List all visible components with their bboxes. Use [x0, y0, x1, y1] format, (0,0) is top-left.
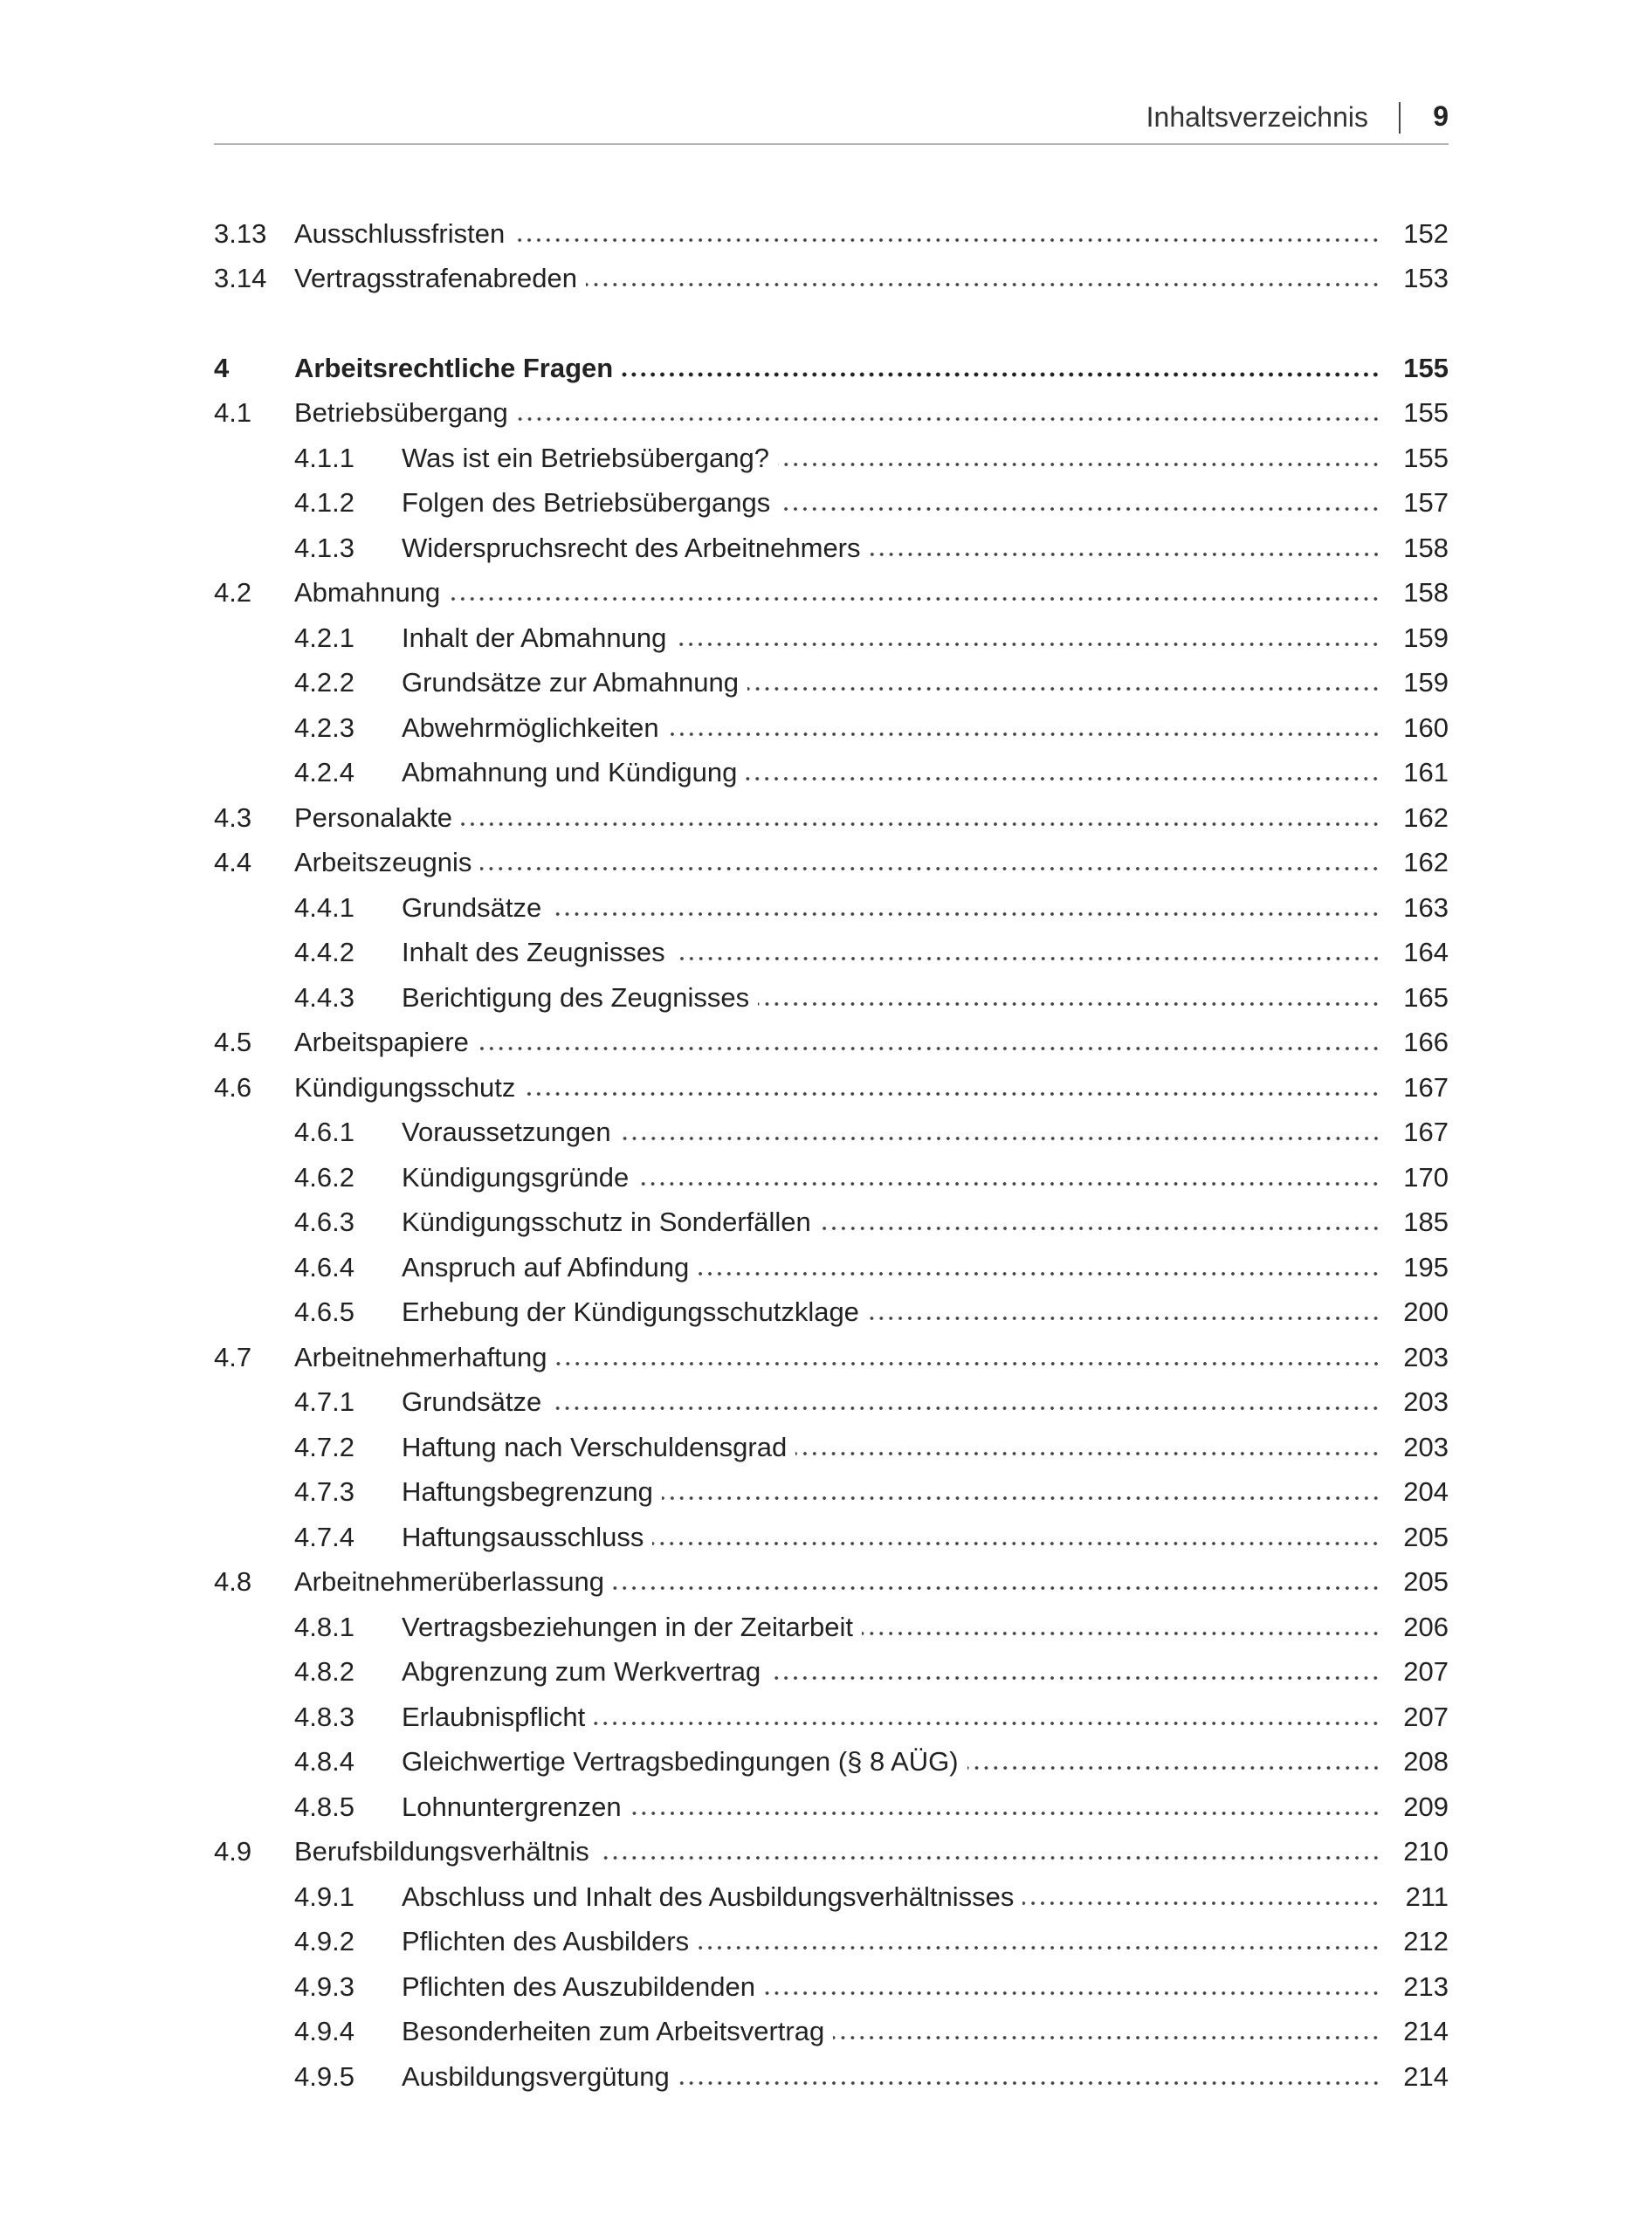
toc-entry[interactable] — [214, 1830, 1449, 1875]
toc-entry[interactable] — [214, 751, 1449, 796]
dot-leader — [594, 1721, 1380, 1726]
dot-leader — [550, 911, 1380, 917]
toc-entry-title: Abgrenzung zum Werkvertrag — [402, 1656, 761, 1688]
toc-entry-number: 4.7.2 — [294, 1431, 354, 1462]
toc-entry-page: 167 — [1403, 1071, 1449, 1103]
toc-entry[interactable] — [214, 1605, 1449, 1650]
toc-entry[interactable] — [214, 1021, 1449, 1066]
toc-entry-title: Personalakte — [294, 801, 452, 833]
toc-entry-number: 4.9.3 — [294, 1970, 354, 2002]
toc-entry-title: Kündigungsschutz in Sonderfällen — [402, 1207, 811, 1238]
dot-leader — [674, 956, 1380, 961]
toc-entry-page: 204 — [1403, 1476, 1449, 1508]
toc-entry-page: 203 — [1403, 1341, 1449, 1372]
toc-entry-number: 4.1 — [214, 397, 252, 429]
toc-entry[interactable] — [214, 481, 1449, 526]
toc-entry-title: Erhebung der Kündigungsschutzklage — [402, 1296, 859, 1328]
page-number: 9 — [1433, 100, 1449, 132]
toc-entry-page: 207 — [1403, 1656, 1449, 1688]
toc-entry-page: 210 — [1403, 1836, 1449, 1867]
toc-entry-number: 4.9.2 — [294, 1926, 354, 1957]
toc-entry[interactable] — [214, 1964, 1449, 2010]
dot-leader — [769, 1675, 1380, 1681]
toc-entry-title: Inhalt des Zeugnisses — [402, 937, 665, 968]
toc-entry-title: Arbeitspapiere — [294, 1027, 469, 1058]
toc-entry[interactable] — [214, 885, 1449, 931]
toc-entry-number: 4.8.1 — [294, 1611, 354, 1642]
dot-leader — [1022, 1901, 1380, 1906]
toc-entry-page: 163 — [1403, 891, 1449, 923]
toc-entry-number: 3.14 — [214, 263, 267, 294]
toc-entry-number: 4.2.2 — [294, 667, 354, 698]
dot-leader — [668, 732, 1380, 737]
dot-leader — [556, 1361, 1380, 1366]
toc-entry-page: 160 — [1403, 712, 1449, 743]
toc-entry-number: 4.8.3 — [294, 1701, 354, 1732]
toc-entry-title: Kündigungsgründe — [402, 1161, 630, 1193]
toc-entry-page: 170 — [1403, 1161, 1449, 1193]
toc-entry-title: Vertragsbeziehungen in der Zeitarbeit — [402, 1611, 853, 1642]
toc-entry-number: 4.2.3 — [294, 712, 354, 743]
toc-entry[interactable] — [214, 841, 1449, 886]
toc-entry[interactable] — [214, 1065, 1449, 1111]
toc-entry-title: Abschluss und Inhalt des Ausbildungsverhältnisses — [402, 1881, 1015, 1912]
toc-entry-title: Arbeitsrechtliche Fragen — [294, 352, 614, 383]
toc-entry-page: 152 — [1403, 217, 1449, 249]
dot-leader — [747, 686, 1380, 691]
dot-leader — [678, 2080, 1380, 2086]
dot-leader — [478, 1046, 1380, 1051]
toc-entry-title: Haftung nach Verschuldensgrad — [402, 1431, 788, 1462]
toc-entry-title: Haftungsbegrenzung — [402, 1476, 653, 1508]
toc-entry-title: Arbeitszeugnis — [294, 847, 472, 878]
toc-entry-page: 155 — [1403, 397, 1449, 429]
toc-entry-number: 4.1.3 — [294, 532, 354, 563]
toc-entry[interactable] — [214, 1111, 1449, 1156]
toc-entry[interactable] — [214, 211, 1449, 257]
toc-entry[interactable] — [214, 795, 1449, 841]
dot-leader — [820, 1226, 1380, 1231]
toc-entry-title: Ausbildungsvergütung — [402, 2060, 670, 2092]
toc-entry[interactable] — [214, 391, 1449, 437]
toc-entry-page: 165 — [1403, 981, 1449, 1013]
toc-entry-number: 4.6 — [214, 1071, 252, 1103]
toc-entry-number: 4.4.3 — [294, 981, 354, 1013]
toc-entry-page: 205 — [1403, 1521, 1449, 1552]
toc-entry[interactable] — [214, 346, 1449, 391]
running-head-title: Inhaltsverzeichnis — [1146, 101, 1368, 133]
toc-entry-number: 4.3 — [214, 801, 252, 833]
toc-entry-page: 203 — [1403, 1431, 1449, 1462]
toc-entry[interactable] — [214, 1650, 1449, 1695]
toc-entry[interactable] — [214, 705, 1449, 751]
toc-entry-title: Grundsätze — [402, 891, 542, 923]
toc-entry[interactable] — [214, 1290, 1449, 1336]
toc-entry-number: 4.2.1 — [294, 622, 354, 653]
toc-entry-title: Kündigungsschutz — [294, 1071, 516, 1103]
toc-entry-title: Anspruch auf Abfindung — [402, 1251, 690, 1283]
dot-leader — [517, 416, 1380, 422]
dot-leader — [675, 642, 1380, 647]
toc-entry[interactable] — [214, 1245, 1449, 1290]
toc-entry-number: 4.4.2 — [294, 937, 354, 968]
toc-entry-page: 157 — [1403, 487, 1449, 519]
dot-leader — [461, 822, 1380, 827]
page-header — [214, 94, 1449, 145]
dot-leader — [449, 596, 1380, 602]
dot-leader — [513, 237, 1380, 243]
toc-entry-number: 4.4.1 — [294, 891, 354, 923]
dot-leader — [524, 1091, 1380, 1097]
toc-entry-title: Pflichten des Ausbilders — [402, 1926, 690, 1957]
dot-leader — [698, 1271, 1380, 1276]
toc-entry[interactable] — [214, 1155, 1449, 1200]
dot-leader — [652, 1541, 1380, 1546]
toc-entry[interactable] — [214, 526, 1449, 571]
toc-entry-number: 4.6.5 — [294, 1296, 354, 1328]
dot-leader — [746, 776, 1380, 781]
table-of-contents — [214, 211, 1449, 2100]
header-divider — [1399, 102, 1401, 134]
toc-entry-number: 4.8.2 — [294, 1656, 354, 1688]
toc-entry[interactable] — [214, 1470, 1449, 1516]
dot-leader — [779, 506, 1380, 512]
toc-entry[interactable] — [214, 1695, 1449, 1740]
toc-entry-page: 162 — [1403, 801, 1449, 833]
toc-entry-title: Folgen des Betriebsübergangs — [402, 487, 771, 519]
toc-entry[interactable] — [214, 1560, 1449, 1606]
toc-entry-page: 205 — [1403, 1566, 1449, 1598]
toc-entry-number: 4.7.3 — [294, 1476, 354, 1508]
dot-leader — [630, 1811, 1380, 1816]
toc-entry-number: 4.6.3 — [294, 1207, 354, 1238]
dot-leader — [637, 1181, 1380, 1186]
toc-entry-title: Grundsätze zur Abmahnung — [402, 667, 740, 698]
dot-leader — [870, 552, 1380, 557]
toc-entry-number: 4.4 — [214, 847, 252, 878]
toc-entry-title: Ausschlussfristen — [294, 217, 506, 249]
toc-entry[interactable] — [214, 1874, 1449, 1920]
toc-entry-number: 4.8.5 — [294, 1791, 354, 1822]
toc-entry-title: Vertragsstrafenabreden — [294, 263, 577, 294]
toc-entry[interactable] — [214, 1380, 1449, 1426]
dot-leader — [550, 1406, 1380, 1411]
toc-entry-number: 4.9.1 — [294, 1881, 354, 1912]
toc-entry-page: 203 — [1403, 1386, 1449, 1418]
toc-entry[interactable] — [214, 571, 1449, 616]
toc-entry-number: 4.2.4 — [294, 757, 354, 788]
toc-entry-title: Betriebsübergang — [294, 397, 508, 429]
toc-entry-number: 4.2 — [214, 577, 252, 609]
toc-entry-title: Widerspruchsrecht des Arbeitnehmers — [402, 532, 861, 563]
toc-entry-number: 4.8 — [214, 1566, 252, 1598]
toc-entry-page: 206 — [1403, 1611, 1449, 1642]
toc-entry-number: 4.6.1 — [294, 1117, 354, 1148]
toc-entry-title: Haftungsausschluss — [402, 1521, 644, 1552]
toc-entry-number: 4.9 — [214, 1836, 252, 1867]
toc-entry-number: 4.7.1 — [294, 1386, 354, 1418]
toc-entry-number: 4.7.4 — [294, 1521, 354, 1552]
toc-entry-title: Pflichten des Auszubildenden — [402, 1970, 756, 2002]
toc-entry-title: Berichtigung des Zeugnisses — [402, 981, 750, 1013]
toc-entry-page: 185 — [1403, 1207, 1449, 1238]
toc-entry[interactable] — [214, 1335, 1449, 1380]
toc-entry[interactable] — [214, 1425, 1449, 1470]
toc-entry[interactable] — [214, 257, 1449, 302]
toc-entry-page: 164 — [1403, 937, 1449, 968]
toc-entry-page: 209 — [1403, 1791, 1449, 1822]
toc-entry-title: Inhalt der Abmahnung — [402, 622, 667, 653]
dot-leader — [662, 1496, 1380, 1501]
dot-leader — [586, 282, 1380, 287]
toc-entry-number: 3.13 — [214, 217, 267, 249]
toc-entry-page: 155 — [1403, 352, 1449, 383]
toc-entry-number: 4.5 — [214, 1027, 252, 1058]
toc-entry[interactable] — [214, 661, 1449, 706]
dot-leader — [598, 1855, 1380, 1860]
toc-entry-title: Abmahnung — [294, 577, 441, 609]
toc-entry[interactable] — [214, 1515, 1449, 1560]
toc-entry-page: 153 — [1403, 263, 1449, 294]
dot-leader — [778, 462, 1380, 467]
toc-entry[interactable] — [214, 975, 1449, 1021]
toc-entry-number: 4.1.1 — [294, 442, 354, 473]
toc-entry-number: 4.9.4 — [294, 2016, 354, 2047]
toc-entry-title: Lohnuntergrenzen — [402, 1791, 622, 1822]
dot-leader — [480, 866, 1380, 871]
toc-entry-title: Arbeitnehmerüberlassung — [294, 1566, 604, 1598]
toc-entry-number: 4.7 — [214, 1341, 252, 1372]
toc-entry[interactable] — [214, 436, 1449, 481]
dot-leader — [833, 2035, 1380, 2040]
toc-entry-title: Grundsätze — [402, 1386, 542, 1418]
toc-entry-page: 159 — [1403, 622, 1449, 653]
toc-entry-title: Abmahnung und Kündigung — [402, 757, 738, 788]
toc-entry-page: 200 — [1403, 1296, 1449, 1328]
toc-entry-page: 167 — [1403, 1117, 1449, 1148]
toc-entry-page: 195 — [1403, 1251, 1449, 1283]
toc-entry[interactable] — [214, 1785, 1449, 1830]
toc-entry[interactable] — [214, 1740, 1449, 1785]
dot-leader — [758, 1001, 1380, 1007]
toc-entry-title: Voraussetzungen — [402, 1117, 611, 1148]
toc-entry-page: 208 — [1403, 1746, 1449, 1778]
toc-entry-number: 4.8.4 — [294, 1746, 354, 1778]
toc-entry-page: 155 — [1403, 442, 1449, 473]
toc-entry-page: 159 — [1403, 667, 1449, 698]
toc-entry-title: Gleichwertige Vertragsbedingungen (§ 8 AÜG) — [402, 1746, 959, 1778]
dot-leader — [613, 1585, 1380, 1591]
toc-entry-page: 211 — [1405, 1881, 1449, 1912]
toc-entry-page: 214 — [1403, 2060, 1449, 2092]
toc-entry-page: 158 — [1403, 577, 1449, 609]
dot-leader — [622, 372, 1380, 377]
toc-entry-title: Abwehrmöglichkeiten — [402, 712, 659, 743]
dot-leader — [620, 1136, 1380, 1141]
toc-entry-number: 4.9.5 — [294, 2060, 354, 2092]
toc-entry-page: 166 — [1403, 1027, 1449, 1058]
toc-entry-page: 212 — [1403, 1926, 1449, 1957]
dot-leader — [967, 1765, 1380, 1771]
toc-entry-number: 4.1.2 — [294, 487, 354, 519]
toc-entry-number: 4.6.4 — [294, 1251, 354, 1283]
toc-entry[interactable] — [214, 1920, 1449, 1965]
toc-entry-title: Was ist ein Betriebsübergang? — [402, 442, 770, 473]
toc-entry-title: Arbeitnehmerhaftung — [294, 1341, 547, 1372]
toc-entry[interactable] — [214, 615, 1449, 661]
toc-entry[interactable] — [214, 931, 1449, 976]
toc-entry-page: 161 — [1403, 757, 1449, 788]
toc-entry-title: Besonderheiten zum Arbeitsvertrag — [402, 2016, 825, 2047]
toc-entry-page: 158 — [1403, 532, 1449, 563]
toc-entry[interactable] — [214, 1200, 1449, 1246]
dot-leader — [795, 1451, 1380, 1456]
toc-entry-number: 4 — [214, 352, 230, 383]
dot-leader — [698, 1945, 1380, 1950]
dot-leader — [764, 1991, 1380, 1996]
toc-entry-page: 213 — [1403, 1970, 1449, 2002]
toc-entry-title: Erlaubnispflicht — [402, 1701, 586, 1732]
toc-entry[interactable] — [214, 2054, 1449, 2100]
toc-entry-page: 207 — [1403, 1701, 1449, 1732]
toc-entry[interactable] — [214, 2010, 1449, 2055]
dot-leader — [868, 1316, 1380, 1321]
dot-leader — [862, 1631, 1380, 1636]
toc-entry-page: 214 — [1403, 2016, 1449, 2047]
toc-entry-number: 4.6.2 — [294, 1161, 354, 1193]
toc-entry-title: Berufsbildungsverhältnis — [294, 1836, 589, 1867]
toc-entry-page: 162 — [1403, 847, 1449, 878]
